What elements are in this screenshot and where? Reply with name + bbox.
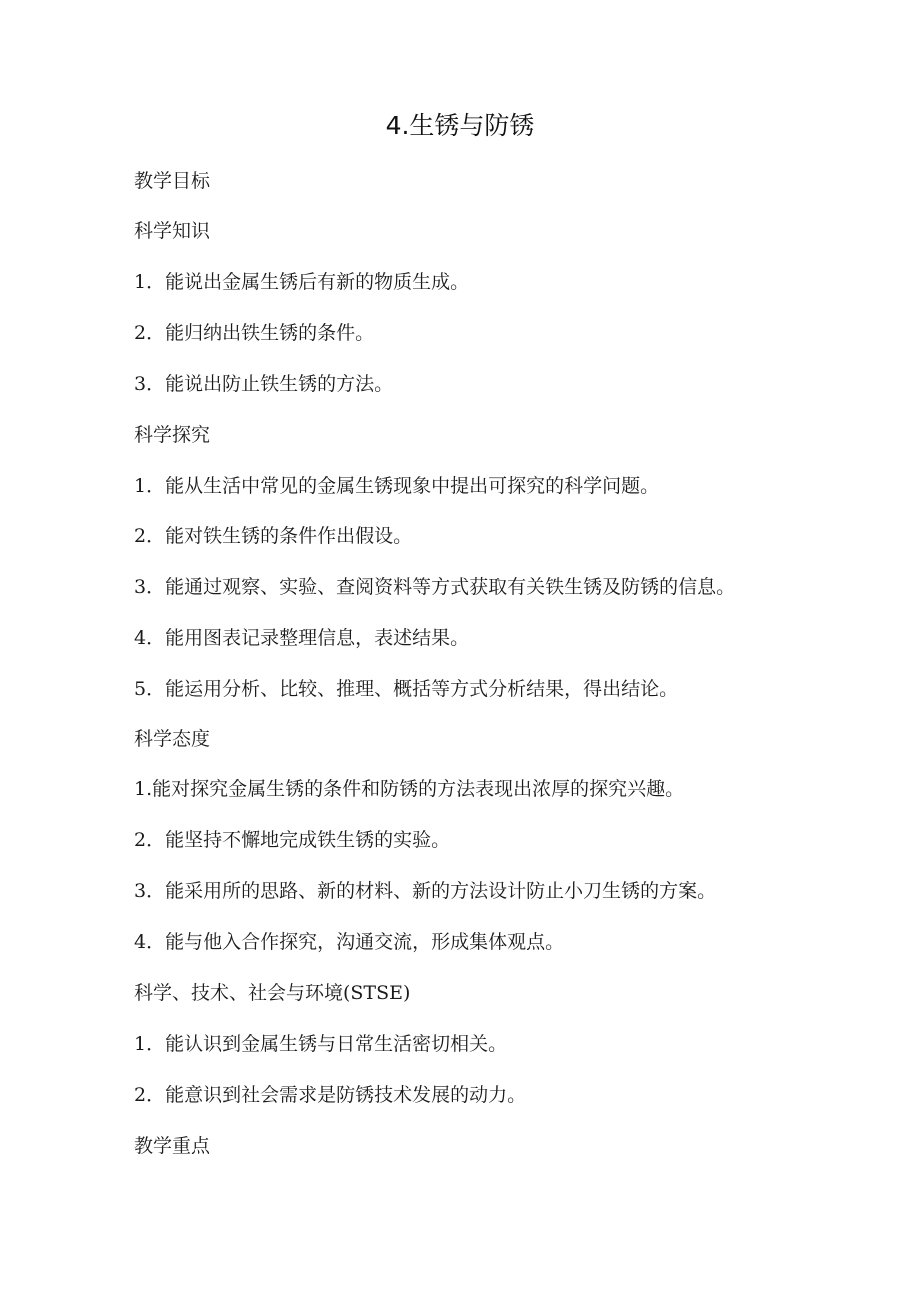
list-item: 1.能对探究金属生锈的条件和防锈的方法表现出浓厚的探究兴趣。 xyxy=(134,778,685,800)
list-item: 3．能采用所的思路、新的材料、新的方法设计防止小刀生锈的方案。 xyxy=(134,880,717,902)
subsection-heading-science-attitude: 科学态度 xyxy=(134,728,211,750)
list-item: 2．能意识到社会需求是防锈技术发展的动力。 xyxy=(134,1084,527,1106)
subsection-heading-stse: 科学、技术、社会与环境(STSE) xyxy=(134,982,411,1004)
subsection-heading-science-knowledge: 科学知识 xyxy=(134,220,211,242)
list-item: 2．能归纳出铁生锈的条件。 xyxy=(134,322,375,344)
list-item: 5．能运用分析、比较、推理、概括等方式分析结果，得出结论。 xyxy=(134,678,679,700)
list-item: 1．能说出金属生锈后有新的物质生成。 xyxy=(134,271,470,293)
list-item: 3．能通过观察、实验、查阅资料等方式获取有关铁生锈及防锈的信息。 xyxy=(134,576,736,598)
list-item: 4．能与他入合作探究，沟通交流，形成集体观点。 xyxy=(134,931,565,953)
list-item: 3．能说出防止铁生锈的方法。 xyxy=(134,373,394,395)
list-item: 2．能对铁生锈的条件作出假设。 xyxy=(134,525,413,547)
subsection-heading-science-inquiry: 科学探究 xyxy=(134,424,211,446)
list-item: 4．能用图表记录整理信息，表述结果。 xyxy=(134,627,470,649)
list-item: 1．能从生活中常见的金属生锈现象中提出可探究的科学问题。 xyxy=(134,475,660,497)
section-heading-teaching-goals: 教学目标 xyxy=(134,170,211,192)
document-title: 4.生锈与防锈 xyxy=(385,111,535,140)
list-item: 1．能认识到金属生锈与日常生活密切相关。 xyxy=(134,1033,508,1055)
section-heading-teaching-focus: 教学重点 xyxy=(134,1135,211,1157)
list-item: 2．能坚持不懈地完成铁生锈的实验。 xyxy=(134,829,451,851)
